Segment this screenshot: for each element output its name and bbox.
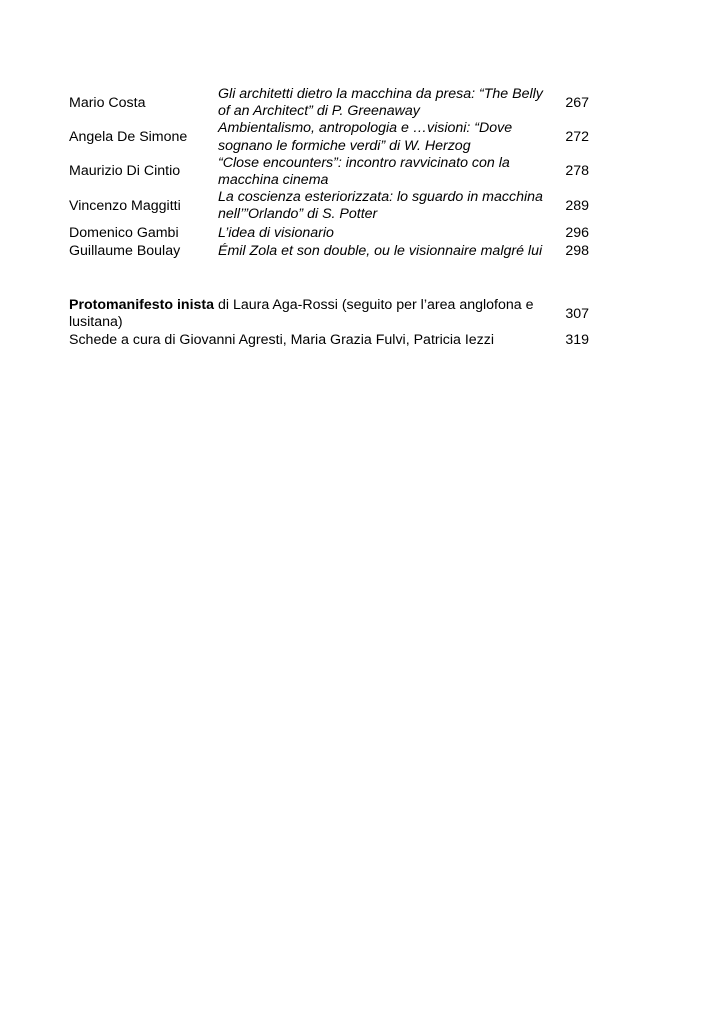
manifesto-text xyxy=(69,297,555,331)
toc-title: Émil Zola et son double, ou le visionnaire malgré lui xyxy=(218,242,543,259)
manifesto-section xyxy=(69,297,589,350)
toc-entry xyxy=(69,155,589,189)
toc-title: L’idea di visionario xyxy=(218,224,334,241)
schede-text: Schede a cura di Giovanni Agresti, Maria Grazia Fulvi, Patricia Iezzi xyxy=(69,332,495,349)
toc-author: Vincenzo Maggitti xyxy=(69,197,181,214)
schede-page-number: 319 xyxy=(565,332,589,349)
toc-page-number: 298 xyxy=(565,242,589,259)
toc-title: Ambientalismo, antropologia e …visioni: “Dove sognano le formiche verdi” di W. Herzog xyxy=(218,120,513,154)
toc-title: Gli architetti dietro la macchina da presa: “The Belly of an Architect” di P. Greenaway xyxy=(218,86,543,120)
toc-entry xyxy=(69,86,589,120)
manifesto-page-number: 307 xyxy=(565,305,589,322)
schede-entry xyxy=(69,332,589,349)
manifesto-entry xyxy=(69,297,589,331)
toc-page-number: 272 xyxy=(565,129,589,145)
toc-page-number: 267 xyxy=(565,94,589,111)
toc-page-number: 289 xyxy=(565,197,589,214)
toc-author: Angela De Simone xyxy=(69,129,188,145)
toc-title: La coscienza esteriorizzata: lo sguardo in macchina nell’”Orlando” di S. Potter xyxy=(218,189,543,223)
toc-title: “Close encounters”: incontro ravvicinato con la macchina cinema xyxy=(218,154,510,189)
toc-entry xyxy=(69,120,589,154)
toc-author: Guillaume Boulay xyxy=(69,242,181,259)
toc-entry xyxy=(69,225,589,242)
toc-author: Mario Costa xyxy=(69,94,146,111)
toc-entry xyxy=(69,189,589,223)
table-of-contents xyxy=(69,86,589,260)
manifesto-title: Protomanifesto inista xyxy=(69,297,215,313)
toc-author: Maurizio Di Cintio xyxy=(69,163,181,180)
toc-page-number: 278 xyxy=(565,163,589,180)
toc-page-number: 296 xyxy=(565,224,589,241)
toc-entry xyxy=(69,243,589,260)
toc-author: Domenico Gambi xyxy=(69,224,179,241)
manifesto-description: di Laura Aga-Rossi (seguito per l’area anglofona e lusitana) xyxy=(69,297,534,331)
